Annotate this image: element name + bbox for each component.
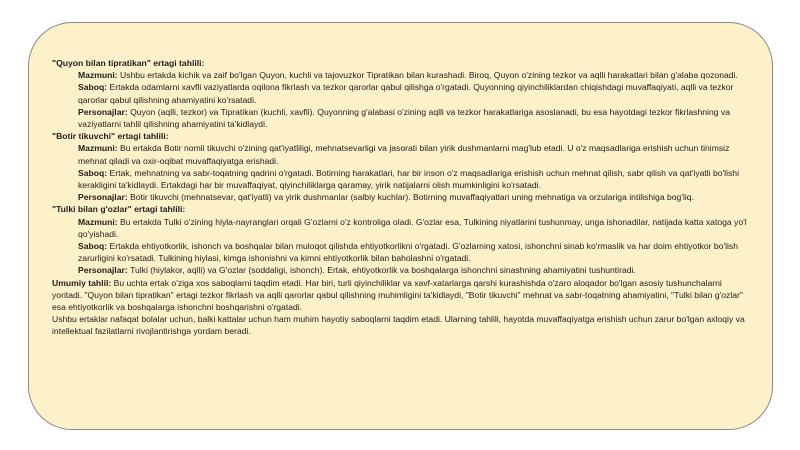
- section-item: Personajlar: Botir tikuvchi (mehnatsevar, qat'iyatli) va yirik dushmanlar (salbiy kuchlar). Botirning muvaffaqiyatlari uning mehnatiga va orzulariga intilishiga bog'liq.: [78, 192, 694, 203]
- item-text: Bu ertakda Botir nomli tikuvchi o'zining qat'iyatliligi, mehnatsevarligi va jasorati bilan yirik dushmanlarni mag'lub etadi. U o'z maqsadlariga erishish uchun tinimsiz mehnat qiladi va oxir-oqibat muvaffaqiyatga erishadi.: [78, 143, 730, 166]
- section-item: Saboq: Ertak, mehnatning va sabr-toqatning qadrini o'rgatadi. Botirning harakatlari, har bir inson o'z maqsadlariga erishish uchun mehnat qilish, sabr qilish va qat'iyatli bo'lishi kerakligini ta'kidlaydi. Ertakdagi har bir muvaffaqiyat, qiyinchiliklarga qaramay, yirik natijalarni olish mumkinligini ko'rsatadi.: [78, 167, 739, 191]
- item-label: Personajlar: [78, 265, 125, 276]
- item-text: Ushbu ertakda kichik va zaif bo'lgan Quyon, kuchli va tajovuzkor Tipratikan bilan kurashadi. Biroq, Quyon o'zining tezkor va aqlli harakatlari bilan g'alaba qozonadi.: [120, 70, 738, 81]
- item-text: Quyon (aqlli, tezkor) va Tipratikan (kuchli, xavfli). Quyonning g'alabasi o'zining aqlli va tezkor harakatlariga asoslanadi, bu esa hayotdagi tezkor fikrlashning va vaziyatlarni tahlil qilishning ahamiyatini ta'kidlaydi.: [78, 106, 730, 130]
- section-heading: "Quyon bilan tipratikan" ertagi tahlili:: [52, 58, 205, 68]
- summary-paragraph: Umumiy tahlil: Bu uchta ertak o'ziga xos saboqlarni taqdim etadi. Har biri, turli qiyinchiliklar va xavf-xatarlarga qarshi kurashishda o'zaro aloqador bo'lgan asosiy tushunchalarni yoritadi. "Quyon bilan tipratikan" ertagi tezkor fikrlash va aqlli qarorlar qabul qilishning muhimligini ta'kidlaydi, "Botir tikuvchi" mehnat va sabr-toqatning ahamiyatini, "Tulki bilan g'ozlar" esa ehtiyotkorlik va boshqalarga ishonchni boshqarishni o'rgatadi.: [52, 277, 743, 313]
- summary-label: Umumiy tahlil: [52, 277, 109, 288]
- item-text: Botir tikuvchi (mehnatsevar, qat'iyatli) va yirik dushmanlar (salbiy kuchlar). Botirning muvaffaqiyatlari uning mehnatiga va orzulariga intilishiga bog'liq.: [130, 192, 694, 203]
- item-label: Saboq: [78, 241, 105, 252]
- summary-text: Bu uchta ertak o'ziga xos saboqlarni taqdim etadi. Har biri, turli qiyinchiliklar va xavf-xatarlarga qarshi kurashishda o'zaro aloqador bo'lgan asosiy tushunchalarni yoritadi. "Quyon bilan tipratikan" ertagi tezkor fikrlash va aqlli qarorlar qabul qilishning muhimligini ta'kidlaydi, "Botir tikuvchi" mehnat va sabr-toqatning ahamiyatini, "Tulki bilan g'ozlar" esa ehtiyotkorlik va boshqalarga ishonchni boshqarishni o'rgatadi.: [52, 277, 743, 313]
- section-item: Mazmuni: Ushbu ertakda kichik va zaif bo'lgan Quyon, kuchli va tajovuzkor Tipratikan bilan kurashadi. Biroq, Quyon o'zining tezkor va aqlli harakatlari bilan g'alaba qozonadi.: [78, 70, 738, 81]
- section-item: Saboq: Ertakda ehtiyotkorlik, ishonch va boshqalar bilan muloqot qilishda ehtiyotkorlikni o'rgatadi. G'ozlarning xatosi, ishonchni sinab ko'rmaslik va har doim ehtiyotkor bo'lish zarurligini ko'rsatadi. Tulkining hiylasi, kimga ishonishni va kimni ehtiyotkorlik bilan baholashni o'rgatadi.: [78, 241, 739, 264]
- item-text: Ertakda odamlarni xavfli vaziyatlarda oqilona fikrlash va tezkor qarorlar qabul qilishga o'rgatadi. Quyonning qiyinchiliklardan chiqishdagi muvaffaqiyati, aqlli va tezkor qarorlar qabul qilishning ahamiyatini ko'rsatadi.: [78, 82, 734, 105]
- item-label: Saboq: [78, 167, 105, 178]
- item-label: Mazmuni: [78, 143, 115, 154]
- item-label: Personajlar: [78, 192, 125, 203]
- item-text: Ertak, mehnatning va sabr-toqatning qadrini o'rgatadi. Botirning harakatlari, har bir inson o'z maqsadlariga erishish uchun mehnat qilish, sabr qilish va qat'iyatli bo'lishi kerakligini ta'kidlaydi. Ertakdagi har bir muvaffaqiyat, qiyinchiliklarga qaramay, yirik natijalarni olish mumkinligini ko'rsatadi.: [78, 167, 739, 191]
- item-text: Bu ertakda Tulki o'zining hiyla-nayranglari orqali G'ozlarni o'z kontroliga oladi. G'ozlar esa, Tulkining niyatlarini tushunmay, unga ishonadilar, natijada katta xatoga yo'l qo'yishadi.: [78, 216, 747, 239]
- section-item: Saboq: Ertakda odamlarni xavfli vaziyatlarda oqilona fikrlash va tezkor qarorlar qabul qilishga o'rgatadi. Quyonning qiyinchiliklardan chiqishdagi muvaffaqiyati, aqlli va tezkor qarorlar qabul qilishning ahamiyatini ko'rsatadi.: [78, 82, 734, 105]
- item-label: Saboq: [78, 82, 105, 93]
- analysis-text: [52, 57, 752, 338]
- section-item: Mazmuni: Bu ertakda Tulki o'zining hiyla-nayranglari orqali G'ozlarni o'z kontroliga oladi. G'ozlar esa, Tulkining niyatlarini tushunmay, unga ishonadilar, natijada katta xatoga yo'l qo'yishadi.: [78, 216, 747, 239]
- section-heading: "Tulki bilan g'ozlar" ertagi tahlili:: [52, 204, 186, 215]
- item-label: Mazmuni: [78, 70, 115, 81]
- item-text: Tulki (hiylakor, aqlli) va G'ozlar (soddaligi, ishonch). Ertak, ehtiyotkorlik va boshqalarga ishonchni sinashning ahamiyatini tushuntiradi.: [130, 265, 636, 276]
- section-item: Personajlar: Tulki (hiylakor, aqlli) va G'ozlar (soddaligi, ishonch). Ertak, ehtiyotkorlik va boshqalarga ishonchni sinashning ahamiyatini tushuntiradi.: [78, 265, 636, 276]
- item-text: Ertakda ehtiyotkorlik, ishonch va boshqalar bilan muloqot qilishda ehtiyotkorlikni o'rgatadi. G'ozlarning xatosi, ishonchni sinab ko'rmaslik va har doim ehtiyotkor bo'lish zarurligini ko'rsatadi. Tulkining hiylasi, kimga ishonishni va kimni ehtiyotkorlik bilan baholashni o'rgatadi.: [78, 241, 739, 264]
- section-heading: "Botir tikuvchi" ertagi tahlili:: [52, 131, 169, 142]
- item-label: Mazmuni: [78, 216, 115, 227]
- section-item: Personajlar: Quyon (aqlli, tezkor) va Tipratikan (kuchli, xavfli). Quyonning g'alabasi o'zining aqlli va tezkor harakatlariga asoslanadi, bu esa hayotdagi tezkor fikrlashning va vaziyatlarni tahlil qilishning ahamiyatini ta'kidlaydi.: [78, 106, 730, 130]
- section-item: Mazmuni: Bu ertakda Botir nomli tikuvchi o'zining qat'iyatliligi, mehnatsevarligi va jasorati bilan yirik dushmanlarni mag'lub etadi. U o'z maqsadlariga erishish uchun tinimsiz mehnat qiladi va oxir-oqibat muvaffaqiyatga erishadi.: [78, 143, 730, 166]
- closing-paragraph: Ushbu ertaklar nafaqat bolalar uchun, balki kattalar uchun ham muhim hayotiy saboqlarni taqdim etadi. Ularning tahlili, hayotda muvaffaqiyatga erishish uchun zarur bo'lgan axloqiy va intellektual fazilatlarni rivojlantirishga yordam beradi.: [52, 314, 745, 337]
- item-label: Personajlar: [78, 106, 125, 117]
